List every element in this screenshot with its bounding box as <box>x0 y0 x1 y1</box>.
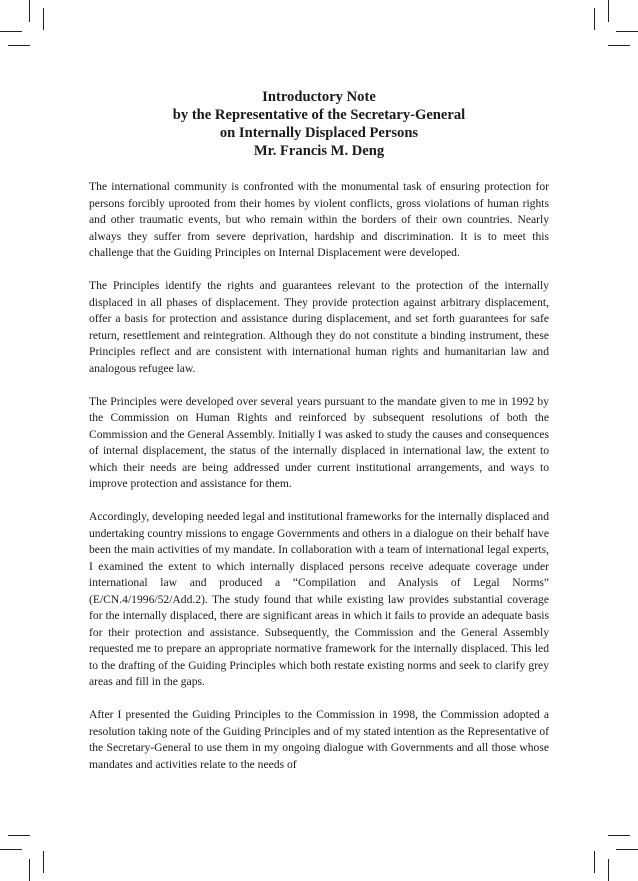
crop-mark <box>29 859 30 881</box>
heading-subtitle-topic: on Internally Displaced Persons <box>219 125 419 141</box>
crop-mark <box>43 851 44 873</box>
paragraph: The Principles were developed over several years pursuant to the mandate given to me in 1992 by the Commission on Human Rights and reinforced by subsequent resolutions of both the Commission and the General Assembly. Initially I was asked to study the causes and consequences of internal displacement, the status of the internally displaced in international law, the extent to which their needs are being addressed under current institutional arrangements, and ways to improve protection and assistance for them. <box>89 394 549 490</box>
paragraph: The international community is confronted with the monumental task of ensuring protection for persons forcibly uprooted from their homes by violent conflicts, gross violations of human rights and other traumatic events, but who remain within the borders of their own countries. Nearly always they suffer from severe deprivation, hardship and discrimination. It is to meet this challenge that the Guiding Principles on Internal Displacement were developed. <box>89 180 549 259</box>
crop-mark <box>43 8 44 30</box>
crop-mark <box>608 859 609 881</box>
body-text <box>89 179 549 790</box>
paragraph: After I presented the Guiding Principles to the Commission in 1998, the Commission adopted a resolution taking note of the Guiding Principles and of my stated intention as the Representative of the Secretary-General to use them in my ongoing dialogue with Governments and all those whose mandates and activities relate to the needs of <box>89 708 549 771</box>
crop-mark <box>608 835 630 836</box>
crop-mark <box>8 45 30 46</box>
crop-mark <box>608 45 630 46</box>
crop-mark <box>608 0 609 22</box>
crop-mark <box>616 849 638 850</box>
crop-mark <box>594 8 595 30</box>
heading-title: Introductory Note <box>262 89 376 105</box>
crop-mark <box>0 849 22 850</box>
crop-mark <box>616 31 638 32</box>
paragraph: The Principles identify the rights and guarantees relevant to the protection of the internally displaced in all phases of displacement. They provide protection against arbitrary displacement, offer a basis for protection and assistance during displacement, and set forth guarantees for safe return, resettlement and reintegration. Although they do not constitute a binding instrument, these Principles reflect and are consistent with international human rights and humanitarian law and analogous refugee law. <box>89 279 549 375</box>
heading-subtitle: by the Representative of the Secretary-General <box>172 107 466 123</box>
crop-mark <box>29 0 30 22</box>
crop-mark <box>0 31 22 32</box>
heading-author: Mr. Francis M. Deng <box>253 143 385 159</box>
paragraph: Accordingly, developing needed legal and institutional frameworks for the internally displaced and undertaking country missions to engage Governments and others in a dialogue on their behalf have been the main activities of my mandate. In collaboration with a team of international legal experts, I examined the extent to which internally displaced persons receive adequate coverage under international law and produced a “Compilation and Analysis of Legal Norms” (E/CN.4/1996/52/Add.2). The study found that while existing law provides substantial coverage for the internally displaced, there are significant areas in which it fails to provide an adequate basis for their protection and assistance. Subsequently, the Commission and the General Assembly requested me to prepare an appropriate normative framework for the internally displaced. This led to the drafting of the Guiding Principles which both restate existing norms and seek to clarify grey areas and fill in the gaps. <box>89 510 549 688</box>
page-heading <box>0 88 638 160</box>
crop-mark <box>594 851 595 873</box>
crop-mark <box>8 835 30 836</box>
